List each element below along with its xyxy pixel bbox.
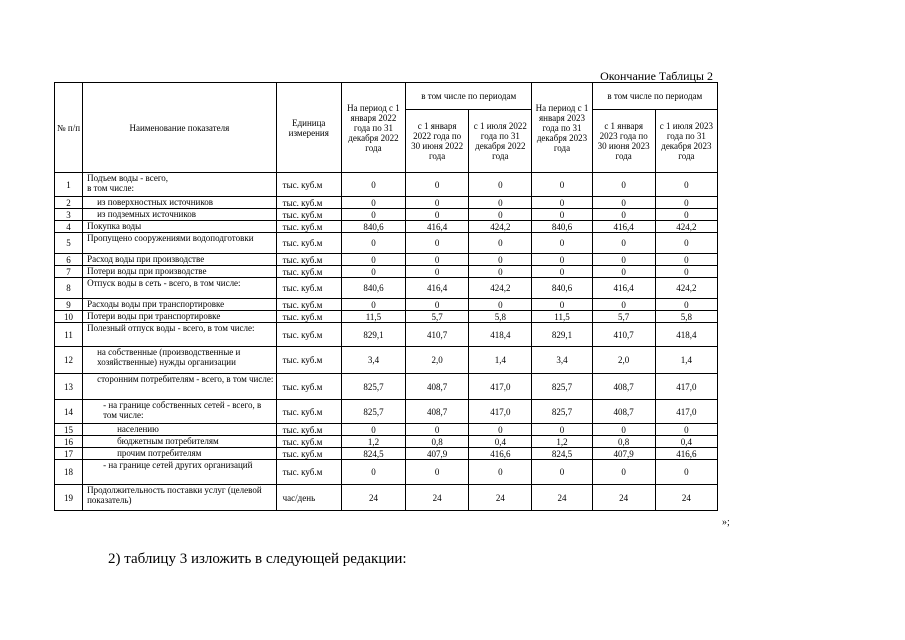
table-row: [55, 233, 718, 254]
value-cell: 829,1: [532, 323, 592, 347]
value-cell: 5,8: [469, 311, 532, 323]
row-number: 16: [55, 436, 83, 448]
value-cell: 1,4: [469, 347, 532, 374]
header-2022-h1: с 1 января 2022 года по 30 июня 2022 года: [406, 110, 469, 173]
value-cell: 0: [532, 299, 592, 311]
value-cell: 24: [592, 485, 655, 511]
value-cell: 418,4: [469, 323, 532, 347]
table-row: [55, 254, 718, 266]
value-cell: 417,0: [655, 400, 717, 424]
value-cell: 424,2: [469, 221, 532, 233]
header-period-2022: На период с 1 января 2022 года по 31 декабря 2022 года: [341, 83, 405, 173]
value-cell: 416,4: [592, 278, 655, 299]
table-row: [55, 299, 718, 311]
unit-cell: тыс. куб.м: [276, 221, 341, 233]
value-cell: 0: [469, 299, 532, 311]
value-cell: 0: [592, 424, 655, 436]
indicator-name: Расход воды при производстве: [83, 254, 277, 266]
value-cell: 0,4: [469, 436, 532, 448]
value-cell: 0,8: [406, 436, 469, 448]
table-row: [55, 221, 718, 233]
header-2023-h1: с 1 января 2023 года по 30 июня 2023 года: [592, 110, 655, 173]
value-cell: 0: [469, 266, 532, 278]
value-cell: 0: [592, 233, 655, 254]
row-number: 3: [55, 209, 83, 221]
table-row: [55, 311, 718, 323]
unit-cell: тыс. куб.м: [276, 278, 341, 299]
value-cell: 24: [406, 485, 469, 511]
value-cell: 417,0: [469, 400, 532, 424]
unit-cell: тыс. куб.м: [276, 197, 341, 209]
indicator-name: сторонним потребителям - всего, в том числе:: [83, 374, 277, 400]
value-cell: 0: [532, 173, 592, 197]
value-cell: 3,4: [341, 347, 405, 374]
table-row: [55, 436, 718, 448]
value-cell: 0: [341, 424, 405, 436]
value-cell: 408,7: [592, 400, 655, 424]
value-cell: 0: [341, 254, 405, 266]
value-cell: 825,7: [532, 374, 592, 400]
table-body: [55, 173, 718, 511]
header-unit: Единица измерения: [276, 83, 341, 173]
value-cell: 0: [469, 197, 532, 209]
value-cell: 0: [532, 254, 592, 266]
value-cell: 0: [655, 197, 717, 209]
value-cell: 5,8: [655, 311, 717, 323]
value-cell: 0: [592, 266, 655, 278]
value-cell: 424,2: [655, 278, 717, 299]
value-cell: 0: [592, 197, 655, 209]
value-cell: 0: [592, 299, 655, 311]
value-cell: 410,7: [406, 323, 469, 347]
value-cell: 407,9: [592, 448, 655, 460]
value-cell: 5,7: [406, 311, 469, 323]
row-number: 8: [55, 278, 83, 299]
table-row: [55, 197, 718, 209]
table-row: [55, 173, 718, 197]
value-cell: 418,4: [655, 323, 717, 347]
value-cell: 0: [469, 233, 532, 254]
table-row: [55, 424, 718, 436]
value-cell: 0: [341, 233, 405, 254]
row-number: 7: [55, 266, 83, 278]
value-cell: 410,7: [592, 323, 655, 347]
value-cell: 0: [655, 460, 717, 485]
value-cell: 408,7: [406, 374, 469, 400]
value-cell: 1,2: [532, 436, 592, 448]
unit-cell: тыс. куб.м: [276, 460, 341, 485]
value-cell: 24: [469, 485, 532, 511]
value-cell: 0: [469, 460, 532, 485]
unit-cell: тыс. куб.м: [276, 448, 341, 460]
header-num: № п/п: [55, 83, 83, 173]
header-period-2023: На период с 1 января 2023 года по 31 декабря 2023 года: [532, 83, 592, 173]
unit-cell: тыс. куб.м: [276, 347, 341, 374]
closing-quote-mark: »;: [722, 517, 730, 528]
table-caption: Окончание Таблицы 2: [600, 69, 713, 83]
value-cell: 1,4: [655, 347, 717, 374]
unit-cell: тыс. куб.м: [276, 323, 341, 347]
value-cell: 3,4: [532, 347, 592, 374]
value-cell: 0: [406, 173, 469, 197]
header-2023-h2: с 1 июля 2023 года по 31 декабря 2023 года: [655, 110, 717, 173]
row-number: 6: [55, 254, 83, 266]
value-cell: 417,0: [469, 374, 532, 400]
unit-cell: тыс. куб.м: [276, 400, 341, 424]
indicator-name: бюджетным потребителям: [83, 436, 277, 448]
row-number: 13: [55, 374, 83, 400]
unit-cell: тыс. куб.м: [276, 209, 341, 221]
row-number: 11: [55, 323, 83, 347]
value-cell: 5,7: [592, 311, 655, 323]
unit-cell: тыс. куб.м: [276, 424, 341, 436]
value-cell: 0: [655, 209, 717, 221]
value-cell: 0: [532, 233, 592, 254]
row-number: 15: [55, 424, 83, 436]
indicator-name: на собственные (производственные и хозяйственные) нужды организации: [83, 347, 277, 374]
unit-cell: тыс. куб.м: [276, 311, 341, 323]
value-cell: 11,5: [532, 311, 592, 323]
header-including-2022: в том числе по периодам: [406, 83, 532, 110]
value-cell: 0: [655, 173, 717, 197]
value-cell: 11,5: [341, 311, 405, 323]
row-number: 18: [55, 460, 83, 485]
value-cell: 0: [655, 266, 717, 278]
value-cell: 2,0: [406, 347, 469, 374]
value-cell: 416,4: [406, 278, 469, 299]
value-cell: 825,7: [341, 374, 405, 400]
indicator-name: Покупка воды: [83, 221, 277, 233]
water-balance-table: [54, 82, 718, 511]
table-row: [55, 400, 718, 424]
indicator-name: Отпуск воды в сеть - всего, в том числе:: [83, 278, 277, 299]
value-cell: 0: [532, 424, 592, 436]
value-cell: 840,6: [532, 278, 592, 299]
value-cell: 416,6: [469, 448, 532, 460]
table-row: [55, 460, 718, 485]
table-row: [55, 323, 718, 347]
table-row: [55, 448, 718, 460]
value-cell: 0: [469, 173, 532, 197]
value-cell: 0: [469, 254, 532, 266]
indicator-name: населению: [83, 424, 277, 436]
value-cell: 0: [469, 424, 532, 436]
value-cell: 825,7: [341, 400, 405, 424]
value-cell: 0: [532, 266, 592, 278]
value-cell: 0: [341, 209, 405, 221]
value-cell: 1,2: [341, 436, 405, 448]
value-cell: 0: [655, 299, 717, 311]
value-cell: 0: [592, 173, 655, 197]
unit-cell: час/день: [276, 485, 341, 511]
value-cell: 0: [655, 233, 717, 254]
value-cell: 840,6: [532, 221, 592, 233]
value-cell: 0: [532, 209, 592, 221]
row-number: 4: [55, 221, 83, 233]
row-number: 9: [55, 299, 83, 311]
value-cell: 417,0: [655, 374, 717, 400]
value-cell: 0: [341, 173, 405, 197]
row-number: 10: [55, 311, 83, 323]
value-cell: 0: [406, 233, 469, 254]
value-cell: 0: [655, 254, 717, 266]
instruction-text: 2) таблицу 3 изложить в следующей редакции:: [108, 551, 407, 567]
table-row: [55, 347, 718, 374]
value-cell: 0: [406, 299, 469, 311]
unit-cell: тыс. куб.м: [276, 233, 341, 254]
row-number: 1: [55, 173, 83, 197]
value-cell: 0: [469, 209, 532, 221]
row-number: 14: [55, 400, 83, 424]
indicator-name: Подъем воды - всего, в том числе:: [83, 173, 277, 197]
unit-cell: тыс. куб.м: [276, 299, 341, 311]
value-cell: 0: [406, 424, 469, 436]
value-cell: 416,4: [406, 221, 469, 233]
value-cell: 0: [341, 266, 405, 278]
value-cell: 0: [406, 197, 469, 209]
unit-cell: тыс. куб.м: [276, 266, 341, 278]
indicator-name: из подземных источников: [83, 209, 277, 221]
row-number: 5: [55, 233, 83, 254]
indicator-name: Полезный отпуск воды - всего, в том числе:: [83, 323, 277, 347]
indicator-name: - на границе собственных сетей - всего, в том числе:: [83, 400, 277, 424]
unit-cell: тыс. куб.м: [276, 254, 341, 266]
value-cell: 0: [406, 460, 469, 485]
value-cell: 0: [592, 209, 655, 221]
value-cell: 829,1: [341, 323, 405, 347]
value-cell: 0: [532, 460, 592, 485]
indicator-name: Расходы воды при транспортировке: [83, 299, 277, 311]
value-cell: 0,8: [592, 436, 655, 448]
header-name: Наименование показателя: [83, 83, 277, 173]
value-cell: 416,6: [655, 448, 717, 460]
table-row: [55, 209, 718, 221]
value-cell: 2,0: [592, 347, 655, 374]
row-number: 17: [55, 448, 83, 460]
value-cell: 0: [592, 254, 655, 266]
value-cell: 416,4: [592, 221, 655, 233]
value-cell: 0: [341, 197, 405, 209]
indicator-name: Потери воды при производстве: [83, 266, 277, 278]
value-cell: 24: [341, 485, 405, 511]
value-cell: 408,7: [406, 400, 469, 424]
value-cell: 407,9: [406, 448, 469, 460]
value-cell: 0: [655, 424, 717, 436]
indicator-name: из поверхностных источников: [83, 197, 277, 209]
value-cell: 424,2: [655, 221, 717, 233]
table-row: [55, 278, 718, 299]
value-cell: 408,7: [592, 374, 655, 400]
table-row: [55, 266, 718, 278]
table-row: [55, 485, 718, 511]
table-row: [55, 374, 718, 400]
value-cell: 0: [341, 460, 405, 485]
value-cell: 840,6: [341, 221, 405, 233]
value-cell: 0: [406, 266, 469, 278]
unit-cell: тыс. куб.м: [276, 374, 341, 400]
value-cell: 825,7: [532, 400, 592, 424]
value-cell: 0: [406, 209, 469, 221]
value-cell: 0: [341, 299, 405, 311]
value-cell: 0,4: [655, 436, 717, 448]
indicator-name: прочим потребителям: [83, 448, 277, 460]
header-including-2023: в том числе по периодам: [592, 83, 717, 110]
row-number: 19: [55, 485, 83, 511]
unit-cell: тыс. куб.м: [276, 173, 341, 197]
row-number: 12: [55, 347, 83, 374]
value-cell: 824,5: [532, 448, 592, 460]
value-cell: 24: [655, 485, 717, 511]
value-cell: 424,2: [469, 278, 532, 299]
indicator-name: Потери воды при транспортировке: [83, 311, 277, 323]
value-cell: 0: [532, 197, 592, 209]
indicator-name: - на границе сетей других организаций: [83, 460, 277, 485]
unit-cell: тыс. куб.м: [276, 436, 341, 448]
value-cell: 0: [592, 460, 655, 485]
value-cell: 840,6: [341, 278, 405, 299]
indicator-name: Пропущено сооружениями водоподготовки: [83, 233, 277, 254]
row-number: 2: [55, 197, 83, 209]
value-cell: 0: [406, 254, 469, 266]
value-cell: 24: [532, 485, 592, 511]
value-cell: 824,5: [341, 448, 405, 460]
header-2022-h2: с 1 июля 2022 года по 31 декабря 2022 года: [469, 110, 532, 173]
indicator-name: Продолжительность поставки услуг (целевой показатель): [83, 485, 277, 511]
